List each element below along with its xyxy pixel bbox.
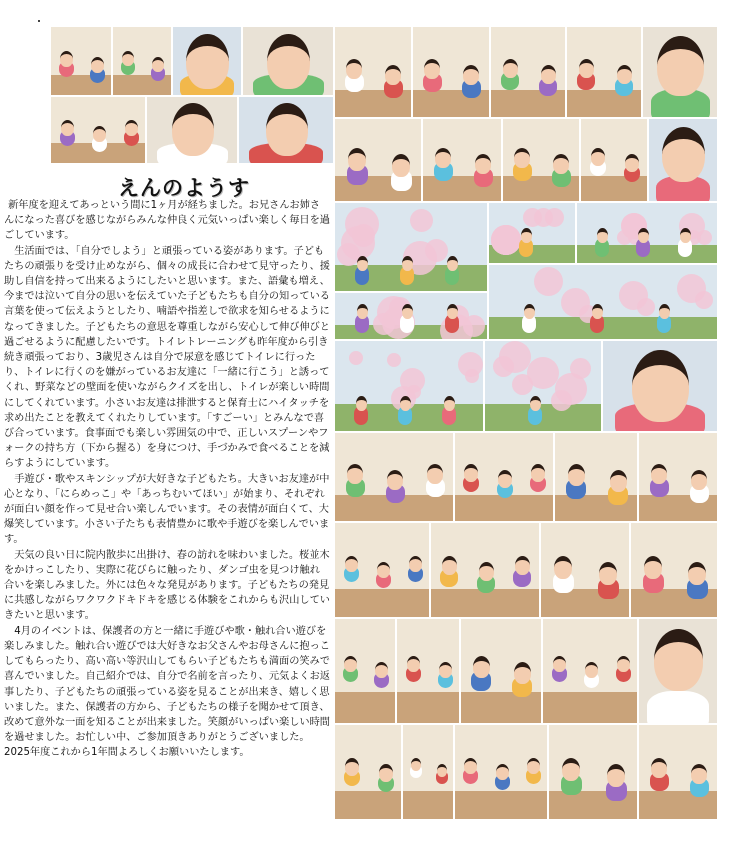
classroom-photo <box>396 618 460 724</box>
classroom-photo <box>490 26 566 118</box>
classroom-photo <box>566 26 642 118</box>
paragraph-play: 手遊び・歌やスキンシップが大好きな子どもたち。大きいお友達が中心となり、「にらめっこ」や「あっちむいてほい」が始まり、それぞれが面白い顔を作って見せ合い楽しんでいます。その表情が面白くて、大爆笑しています。小さい子たちも表情豊かに歌や手遊びを楽しんでいます。 <box>4 473 330 546</box>
classroom-photo <box>112 26 172 96</box>
article-body <box>4 198 330 838</box>
page-title: えんのようす <box>118 176 250 200</box>
outdoor-blossom-photo <box>334 292 488 340</box>
child-portrait-photo <box>648 118 718 202</box>
classroom-photo <box>412 26 490 118</box>
classroom-photo <box>638 724 718 820</box>
classroom-photo <box>454 432 554 522</box>
paragraph-daily-life: 生活面では、「自分でしよう」と頑張っている姿があります。子どもたちの頑張りを受け止めながら、個々の成長に合わせて見守ったり、援助し自信を持って出来るようにしたいと思います。また、語彙も増え、今までは泣いて自分の思いを伝えていた子どもたちも自分の知っている言葉を使って伝えようとしたり、喃語や指差しで欲求を知らせるようになってきました。子どもたちの意思を尊重しながら安心して伸び伸びと過ごせるように配慮したいです。トイレトレーニングも昨年度から引き続き頑張っており、3歳児さんは自分で尿意を感じてトイレに行ったり、トイレに行くのを嫌がっているお友達に「一緒に行こう」と誘ってくれ、野菜などの壁面を使いながらクイズを出し、トイレが楽しい時間にしてくれています。小さいお友達は排泄すると保育士にハイタッチを求め出たことを教えてくれたりしています。「すごーい」とみんなで喜び合っています。食事面でも楽しい雰囲気の中で、正しいスプーンやフォークの持ち方（下から握る）を身につけ、手づかみで食べることを減らすようにしています。 <box>4 245 330 470</box>
classroom-photo <box>334 118 422 202</box>
classroom-photo <box>334 26 412 118</box>
child-portrait-photo <box>172 26 242 96</box>
classroom-photo <box>460 618 542 724</box>
classroom-photo <box>334 724 402 820</box>
child-portrait-photo <box>602 340 718 432</box>
classroom-photo <box>334 522 430 618</box>
classroom-photo <box>638 432 718 522</box>
classroom-photo <box>502 118 580 202</box>
decorative-dot <box>38 20 40 22</box>
classroom-photo <box>630 522 718 618</box>
classroom-photo <box>554 432 638 522</box>
outdoor-blossom-photo <box>334 202 488 292</box>
child-portrait-photo <box>238 96 334 164</box>
paragraph-intro: 新年度を迎えてあっという間に1ヶ月が経ちました。お兄さんお姉さんになった喜びを感じながらみんな仲良く元気いっぱい楽しく毎日を過ごしています。 <box>4 200 330 242</box>
classroom-photo <box>402 724 454 820</box>
child-portrait-photo <box>242 26 334 96</box>
classroom-photo <box>540 522 630 618</box>
classroom-photo <box>542 618 638 724</box>
paragraph-walk: 天気の良い日に院内散歩に出掛け、春の訪れを味わいました。桜並木をかけっこしたり、実際に花びらに触ったり、ダンゴ虫を見つけ触れ合いを楽しみました。外には色々な発見があります。子どもたちの発見に共感しながらワクワクドキドキを感じる体験をこれからも沢山していきたいと思います。 <box>4 549 330 622</box>
classroom-photo <box>548 724 638 820</box>
outdoor-blossom-photo <box>488 202 576 264</box>
child-portrait-photo <box>146 96 238 164</box>
classroom-photo <box>454 724 548 820</box>
child-portrait-photo <box>642 26 718 118</box>
classroom-photo <box>334 618 396 724</box>
classroom-photo <box>50 26 112 96</box>
classroom-photo <box>422 118 502 202</box>
child-portrait-photo <box>638 618 718 724</box>
paragraph-event: 4月のイベントは、保護者の方と一緒に手遊びや歌・触れ合い遊びを楽しみました。触れ合い遊びでは大好きなお父さんやお母さんに抱っこしてもらったり、高い高い等沢山してもらい子どもたちも満面の笑みで喜んでいました。自己紹介では、自分で名前を言ったり、元気よくお返事したり、子どもたちの頑張っている姿を見ることが出来き、嬉しく思いました。また、保護者の方から、子どもたちの様子を聞かせて頂き、改めて意外な一面を知ることが出来ました。笑顔がいっぱい楽しい時間を過せました。お忙しい中、ご参加頂きありがとうございました。2025年度これから1年間よろしくお願いいたします。 <box>4 625 330 759</box>
classroom-photo <box>430 522 540 618</box>
classroom-photo <box>334 432 454 522</box>
outdoor-blossom-photo <box>334 340 484 432</box>
classroom-photo <box>580 118 648 202</box>
classroom-photo <box>50 96 146 164</box>
outdoor-blossom-photo <box>576 202 718 264</box>
outdoor-blossom-photo <box>484 340 602 432</box>
outdoor-blossom-photo <box>488 264 718 340</box>
